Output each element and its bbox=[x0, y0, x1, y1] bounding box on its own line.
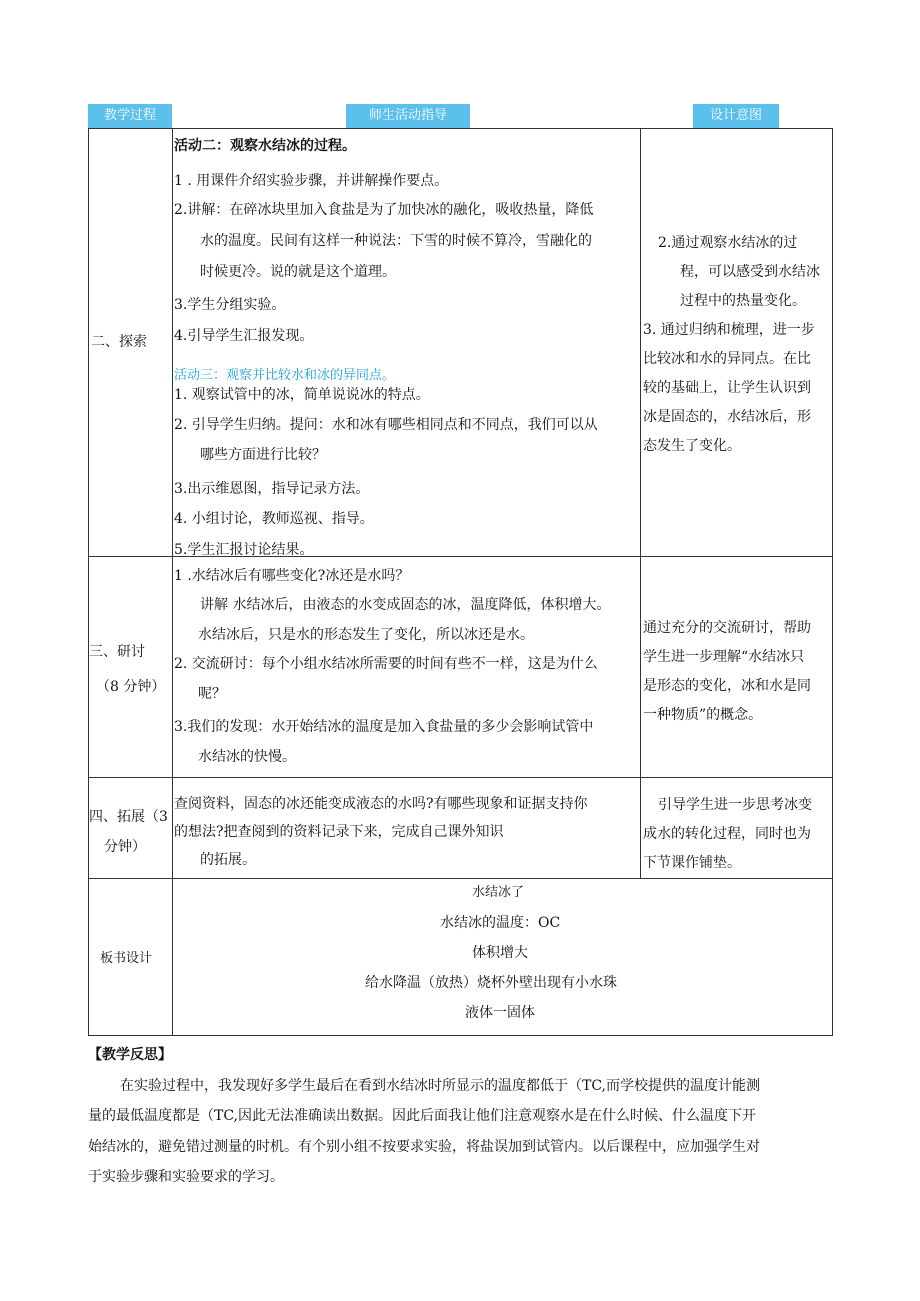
intent-line: 冰是固态的，水结冰后，形 bbox=[643, 409, 811, 425]
activity-line: 3.学生分组实验。 bbox=[174, 297, 286, 313]
activity-line: 1 . 用课件介绍实验步骤，并讲解操作要点。 bbox=[174, 173, 449, 189]
board-line: 给水降温（放热）烧杯外壁出现有小水珠 bbox=[365, 975, 617, 991]
activity-line: 2. 引导学生归纳。提问：水和冰有哪些相同点和不同点，我们可以从 bbox=[174, 417, 598, 433]
reflection-heading: 【教学反思】 bbox=[88, 1047, 172, 1063]
activity-line: 呢？ bbox=[198, 686, 226, 702]
reflection-line: 始结冰的，避免错过测量的时机。有个别小组不按要求实验，将盐误加到试管内。以后课程中，应加强学生对 bbox=[88, 1139, 760, 1155]
board-line: 液体一固体 bbox=[465, 1005, 535, 1021]
intent-line: 通过充分的交流研讨，帮助 bbox=[643, 620, 811, 636]
stage-label: 三、研讨 bbox=[89, 644, 145, 660]
intent-line: 程，可以感受到水结冰 bbox=[680, 264, 820, 280]
activity-title: 活动二：观察水结冰的过程。 bbox=[174, 138, 356, 154]
activity-line: 4.引导学生汇报发现。 bbox=[174, 328, 314, 344]
activity-line: 水结冰的快慢。 bbox=[198, 749, 296, 765]
intent-line: 是形态的变化，冰和水是同 bbox=[643, 678, 811, 694]
reflection-line: 在实验过程中，我发现好多学生最后在看到水结冰时所显示的温度都低于（TC,而学校提供的温度计能测 bbox=[120, 1078, 760, 1094]
intent-line: 较的基础上，让学生认识到 bbox=[643, 380, 811, 396]
intent-line: 比较冰和水的异同点。在比 bbox=[643, 351, 811, 367]
stage-duration: （8 分钟） bbox=[96, 679, 166, 695]
intent-line: 学生进一步理解“水结冰只 bbox=[643, 649, 805, 665]
activity-line: 水结冰后，只是水的形态发生了变化，所以冰还是水。 bbox=[198, 627, 534, 643]
activity-line: 1. 观察试管中的冰，简单说说冰的特点。 bbox=[174, 387, 430, 403]
stage-label: 四、拓展（3 bbox=[89, 809, 168, 825]
activity-line: 哪些方面进行比较？ bbox=[200, 447, 326, 463]
intent-line: 引导学生进一步思考冰变 bbox=[658, 797, 812, 813]
intent-line: 一种物质”的概念。 bbox=[643, 707, 763, 723]
activity-line: 的拓展。 bbox=[200, 852, 256, 868]
reflection-line: 于实验步骤和实验要求的学习。 bbox=[88, 1169, 284, 1185]
reflection-line: 量的最低温度都是（TC,因此无法准确读出数据。因此后面我让他们注意观察水是在什么时候、什么温度下开 bbox=[88, 1108, 756, 1124]
stage-label: 板书设计 bbox=[100, 951, 153, 966]
intent-line: 2.通过观察水结冰的过 bbox=[658, 235, 798, 251]
activity-line: 1 .水结冰后有哪些变化?冰还是水吗？ bbox=[174, 568, 410, 584]
activity-line: 水的温度。民间有这样一种说法：下雪的时候不算冷，雪融化的 bbox=[200, 233, 592, 249]
activity-line: 3.我们的发现：水开始结冰的温度是加入食盐量的多少会影响试管中 bbox=[174, 719, 594, 735]
header-design-intent: 设计意图 bbox=[693, 104, 779, 128]
stage-duration: 分钟） bbox=[104, 839, 146, 855]
intent-line: 成水的转化过程，同时也为 bbox=[643, 826, 811, 842]
activity-line: 3.出示维恩图，指导记录方法。 bbox=[174, 481, 370, 497]
activity-line: 2.讲解：在碎冰块里加入食盐是为了加快冰的融化，吸收热量，降低 bbox=[174, 202, 594, 218]
activity-line: 的想法?把查阅到的资料记录下来，完成自己课外知识 bbox=[174, 824, 504, 840]
board-title: 水结冰了 bbox=[472, 885, 525, 900]
board-line: 体积增大 bbox=[472, 945, 528, 961]
board-line: 水结冰的温度：OC bbox=[440, 915, 561, 931]
intent-line: 3. 通过归纳和梳理，进一步 bbox=[643, 322, 815, 338]
activity-line: 查阅资料，固态的冰还能变成液态的水吗?有哪些现象和证据支持你 bbox=[174, 796, 588, 812]
header-teaching-process: 教学过程 bbox=[88, 104, 172, 128]
intent-line: 过程中的热量变化。 bbox=[680, 293, 806, 309]
activity-line: 2. 交流研讨：每个小组水结冰所需要的时间有些不一样，这是为什么 bbox=[174, 656, 598, 672]
intent-line: 态发生了变化。 bbox=[643, 438, 741, 454]
activity-line: 时候更冷。说的就是这个道理。 bbox=[200, 264, 396, 280]
activity-line: 4. 小组讨论，教师巡视、指导。 bbox=[174, 511, 374, 527]
stage-label: 二、探索 bbox=[91, 334, 147, 350]
activity-title: 活动三：观察并比较水和冰的异同点。 bbox=[174, 368, 396, 383]
intent-line: 下节课作铺垫。 bbox=[643, 855, 741, 871]
activity-line: 5.学生汇报讨论结果。 bbox=[174, 542, 314, 558]
header-activity-guide: 师生活动指导 bbox=[346, 104, 470, 128]
activity-line: 讲解 水结冰后，由液态的水变成固态的冰，温度降低，体积增大。 bbox=[200, 597, 611, 613]
